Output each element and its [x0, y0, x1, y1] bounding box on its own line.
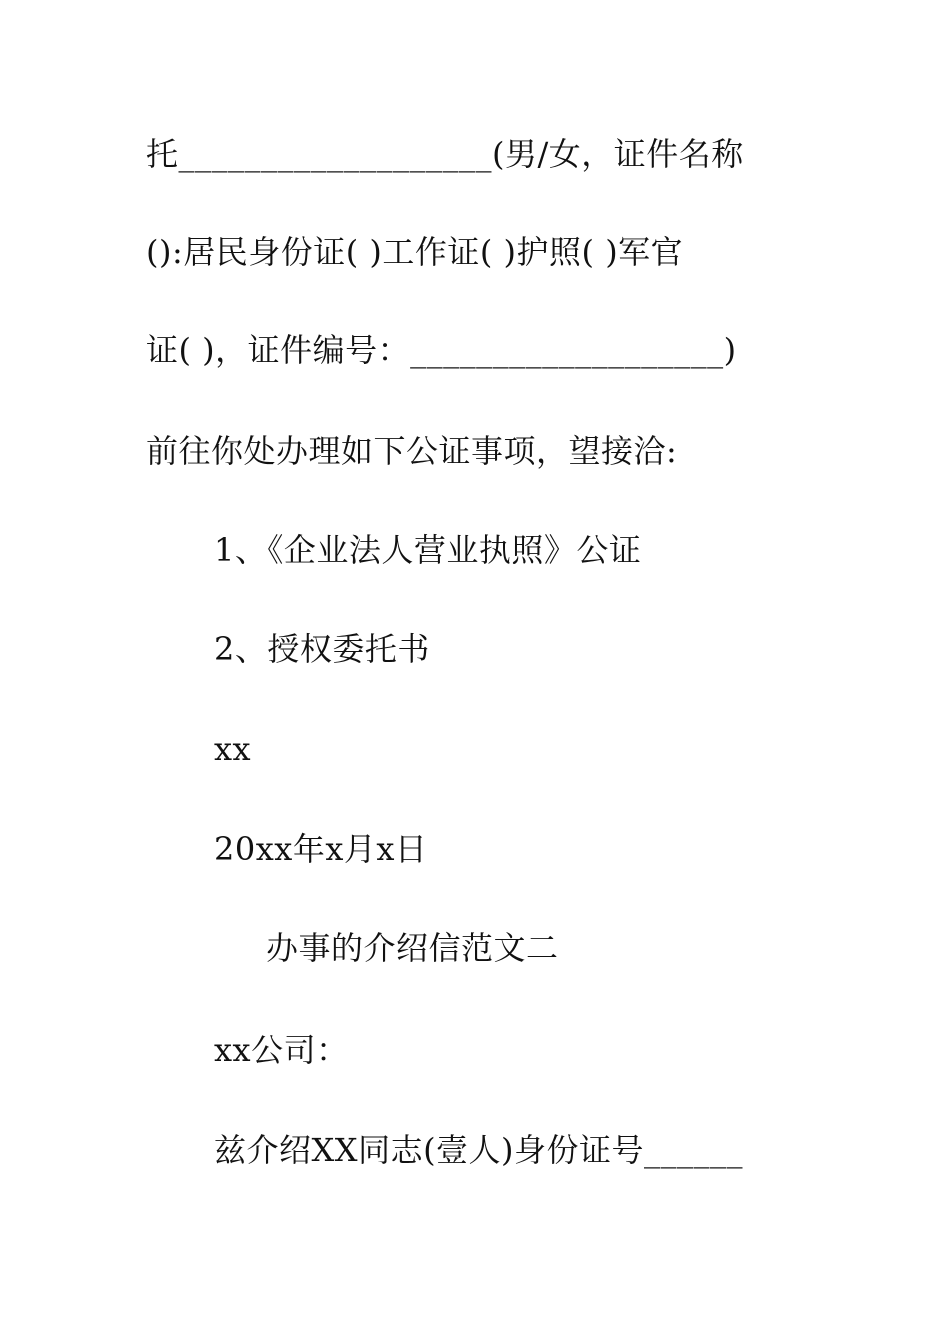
introduction-line: 兹介绍XX同志(壹人)身份证号______: [214, 1131, 744, 1169]
date-line: 20xx年x月x日: [214, 830, 428, 868]
id-number-line: 证( )，证件编号：___________________): [146, 331, 737, 369]
signature-line: xx: [214, 730, 252, 768]
section-heading: 办事的介绍信范文二: [266, 929, 559, 967]
id-type-options-line: ():居民身份证( )工作证( )护照( )军官: [146, 233, 684, 271]
list-item-1: 1、《企业法人营业执照》公证: [214, 531, 642, 569]
entrust-person-line: 托___________________(男/女，证件名称: [146, 135, 744, 173]
list-item-2: 2、授权委托书: [214, 630, 430, 668]
purpose-line: 前往你处办理如下公证事项，望接洽:: [146, 432, 678, 470]
salutation-line: xx公司：: [214, 1031, 349, 1069]
